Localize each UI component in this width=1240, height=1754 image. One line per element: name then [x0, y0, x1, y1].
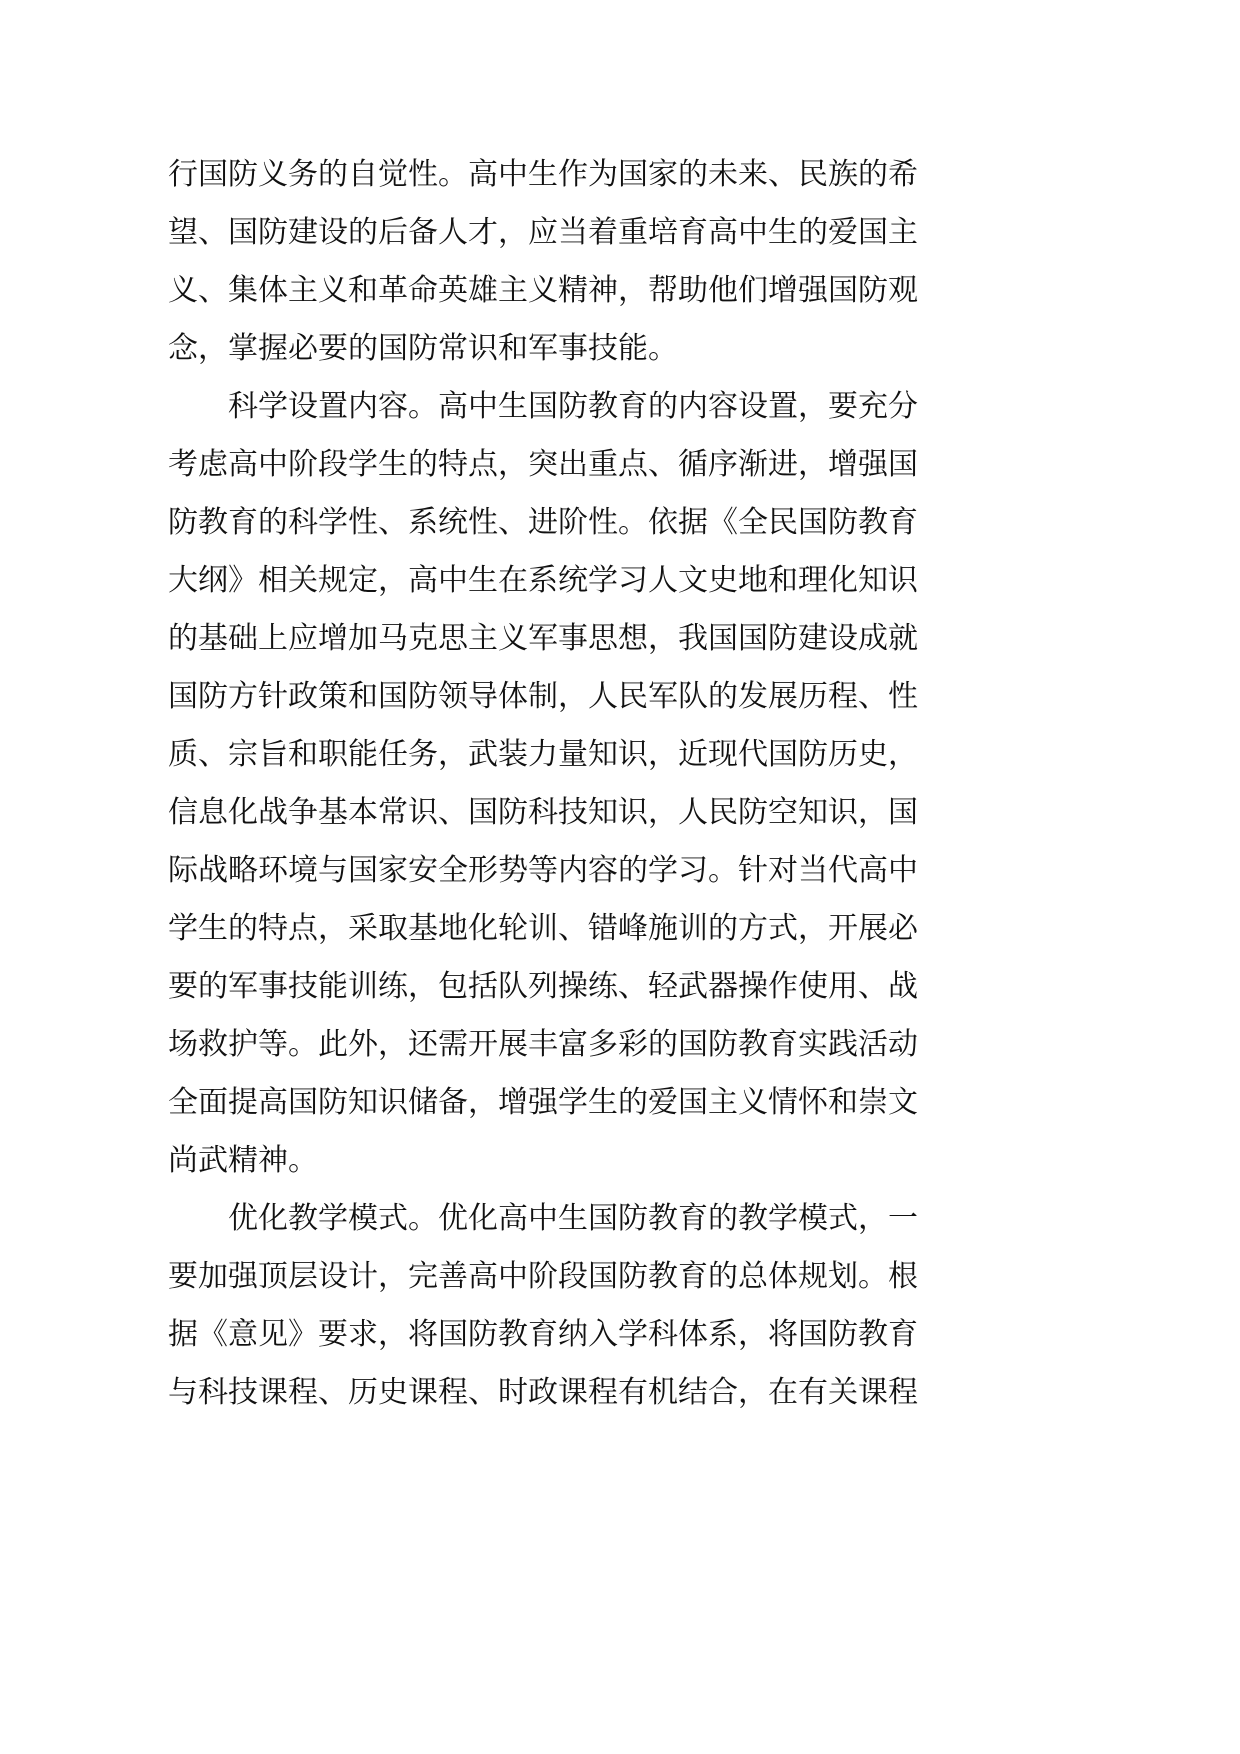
text-line: 大纲》相关规定，高中生在系统学习人文史地和理化知识: [168, 563, 918, 598]
text-line: 尚武精神。: [168, 1143, 318, 1178]
paragraph-start-line: 科学设置内容。高中生国防教育的内容设置，要充分: [228, 389, 918, 424]
text-line: 学生的特点，采取基地化轮训、错峰施训的方式，开展必: [168, 911, 918, 946]
text-line: 要的军事技能训练，包括队列操练、轻武器操作使用、战: [168, 969, 918, 1004]
paragraph-start-line: 优化教学模式。优化高中生国防教育的教学模式，一: [228, 1201, 918, 1236]
text-line: 义、集体主义和革命英雄主义精神，帮助他们增强国防观: [168, 273, 918, 308]
text-line: 国防方针政策和国防领导体制，人民军队的发展历程、性: [168, 679, 918, 714]
text-line: 质、宗旨和职能任务，武装力量知识，近现代国防历史，: [168, 737, 918, 772]
text-line: 要加强顶层设计，完善高中阶段国防教育的总体规划。根: [168, 1259, 918, 1294]
text-line: 与科技课程、历史课程、时政课程有机结合，在有关课程: [168, 1375, 918, 1410]
text-line: 信息化战争基本常识、国防科技知识，人民防空知识，国: [168, 795, 918, 830]
text-line: 全面提高国防知识储备，增强学生的爱国主义情怀和崇文: [168, 1085, 918, 1120]
text-line: 的基础上应增加马克思主义军事思想，我国国防建设成就: [168, 621, 918, 656]
text-line: 防教育的科学性、系统性、进阶性。依据《全民国防教育: [168, 505, 918, 540]
body-text: [168, 146, 942, 1422]
text-line: 望、国防建设的后备人才，应当着重培育高中生的爱国主: [168, 215, 918, 250]
text-line: 据《意见》要求，将国防教育纳入学科体系，将国防教育: [168, 1317, 918, 1352]
text-line: 际战略环境与国家安全形势等内容的学习。针对当代高中: [168, 853, 918, 888]
text-line: 考虑高中阶段学生的特点，突出重点、循序渐进，增强国: [168, 447, 918, 482]
text-line: 念，掌握必要的国防常识和军事技能。: [168, 331, 678, 366]
text-line: 行国防义务的自觉性。高中生作为国家的未来、民族的希: [168, 157, 918, 192]
text-line: 场救护等。此外，还需开展丰富多彩的国防教育实践活动: [168, 1027, 918, 1062]
